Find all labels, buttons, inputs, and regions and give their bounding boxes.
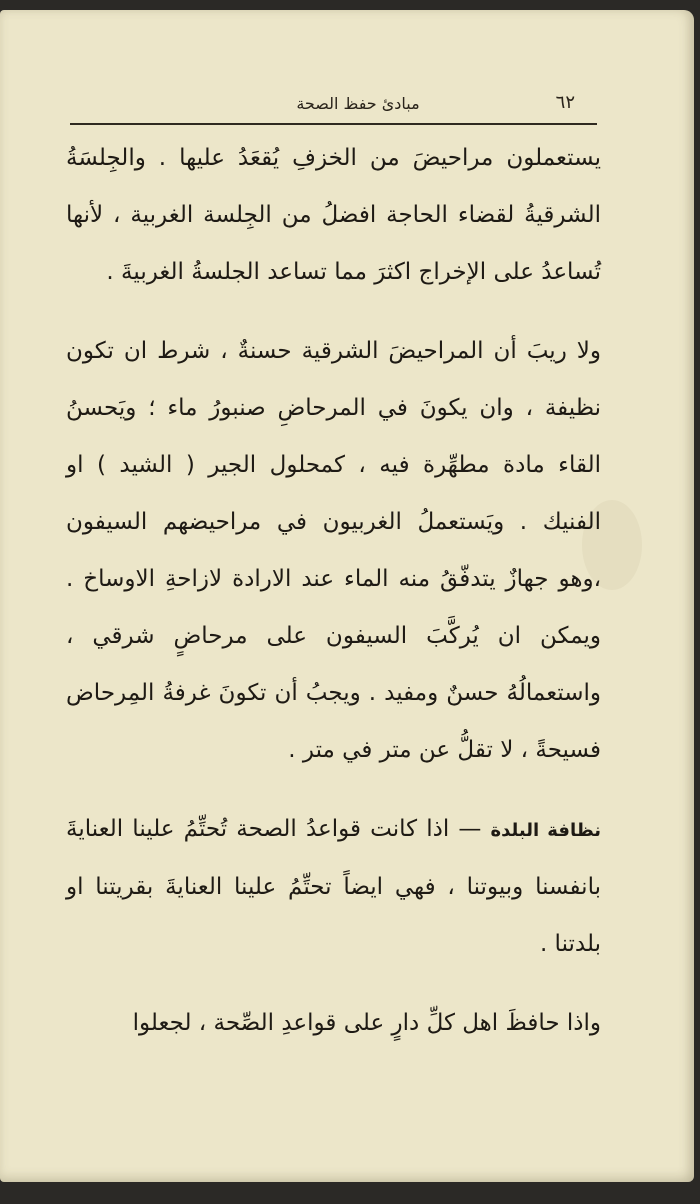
section-text: اذا كانت قواعدُ الصحة تُحتِّمُ علينا العنايةَ بانفسنا وبيوتنا ، فهي ايضاً تحتِّمُ علينا العنايةَ بقريتنا او بلدتنا .: [66, 816, 601, 957]
paragraph-2: ولا ريبَ أن المراحيضَ الشرقية حسنةٌ ، شرط ان تكون نظيفة ، وان يكونَ في المرحاضِ صنبورُ ماء ؛ ويَحسنُ القاء مادة مطهِّرة فيه ، كمحلول الجير ( الشيد ) او الفنيك . ويَستعملُ الغربيون في مراحيضهم السيفون ،وهو جهازٌ يتدفّقُ منه الماء عند الارادة لازاحةِ الاوساخ . ويمكن ان يُركَّبَ السيفون على مرحاضٍ شرقي ، واستعمالُهُ حسنٌ ومفيد . ويجبُ أن تكونَ غرفةُ المِرحاض فسيحةً ، لا تقلُّ عن متر في متر .: [66, 338, 601, 763]
section-heading: نظافة البلدة: [490, 820, 602, 841]
section-paragraph: [66, 801, 601, 973]
page-number: ٦٢: [555, 92, 575, 113]
running-title: مبادئ حفظ الصحة: [296, 94, 420, 113]
closing-paragraph: واذا حافظَ اهل كلِّ دارٍ على قواعدِ الصِّحة ، لجعلوا: [132, 1010, 601, 1036]
paragraph-1: يستعملون مراحيضَ من الخزفِ يُقعَدُ عليها . والجِلسَةُ الشرقيةُ لقضاء الحاجة افضلُ من الجِلسة الغربية ، لأنها تُساعدُ على الإخراج اكثرَ مما تساعد الجلسةُ الغربيةَ .: [66, 145, 601, 285]
header-rule: [70, 123, 597, 125]
page-header: [70, 94, 597, 116]
section-dash: —: [458, 816, 482, 842]
page-body: [66, 130, 601, 1052]
